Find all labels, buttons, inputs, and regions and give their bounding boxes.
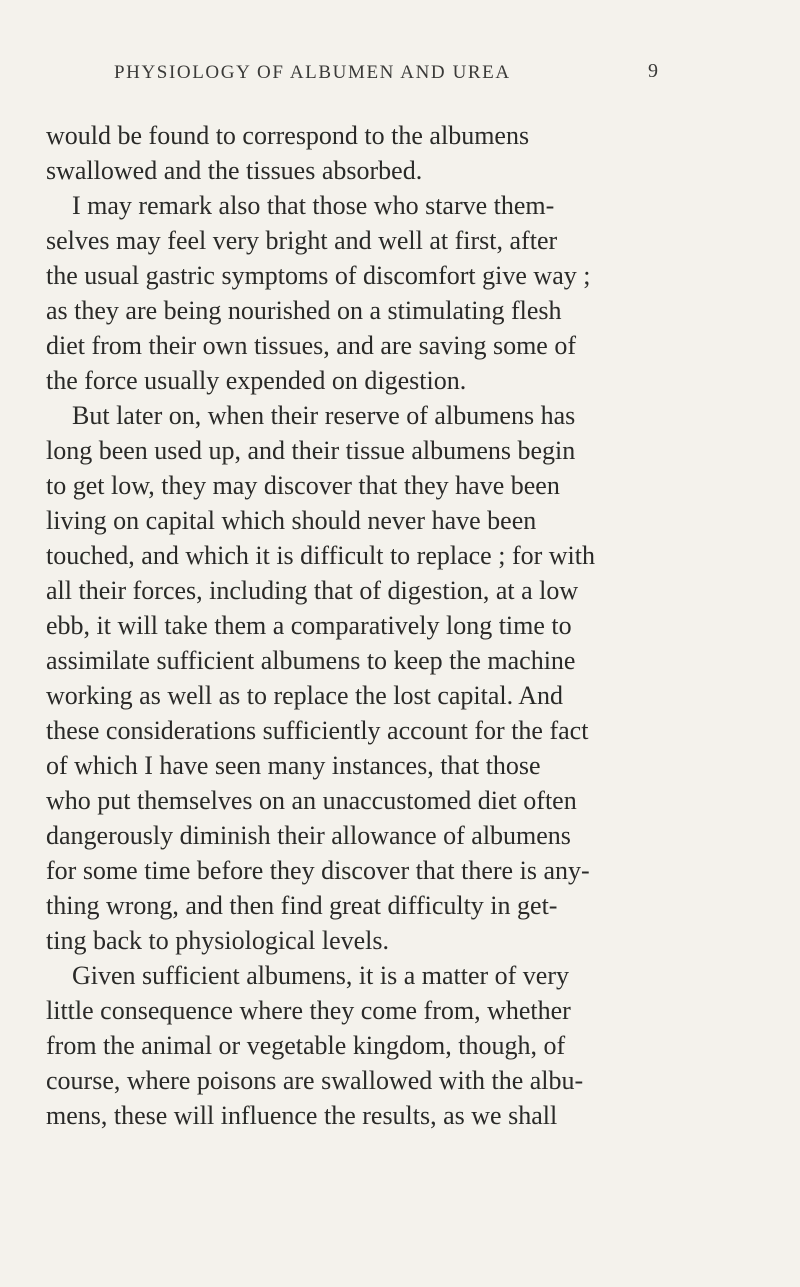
paragraph-start-line: Given sufficient albumens, it is a matter of very: [72, 961, 569, 990]
text-line: working as well as to replace the lost capital. And: [46, 681, 563, 710]
text-line: all their forces, including that of digestion, at a low: [46, 576, 579, 605]
paragraph-start-line: But later on, when their reserve of albumens has: [72, 401, 576, 430]
text-line: diet from their own tissues, and are saving some of: [46, 331, 576, 360]
text-line: ting back to physiological levels.: [46, 926, 389, 955]
text-line: as they are being nourished on a stimulating flesh: [46, 296, 562, 325]
text-line: selves may feel very bright and well at first, after: [46, 226, 558, 255]
text-line: of which I have seen many instances, that those: [46, 751, 541, 780]
paragraph-start-line: I may remark also that those who starve them-: [72, 191, 555, 220]
page-number: 9: [648, 60, 658, 82]
text-line: mens, these will influence the results, as we shall: [46, 1101, 558, 1130]
text-line: these considerations sufficiently account for the fact: [46, 716, 589, 745]
text-line: the usual gastric symptoms of discomfort give way ;: [46, 261, 591, 290]
text-line: course, where poisons are swallowed with the albu-: [46, 1066, 584, 1095]
text-line: swallowed and the tissues absorbed.: [46, 156, 423, 185]
text-line: ebb, it will take them a comparatively long time to: [46, 611, 572, 640]
text-line: little consequence where they come from, whether: [46, 996, 571, 1025]
text-line: thing wrong, and then find great difficulty in get-: [46, 891, 558, 920]
running-title: PHYSIOLOGY OF ALBUMEN AND UREA: [114, 62, 511, 83]
text-line: dangerously diminish their allowance of albumens: [46, 821, 571, 850]
text-line: for some time before they discover that there is any-: [46, 856, 590, 885]
text-line: living on capital which should never have been: [46, 506, 537, 535]
text-line: to get low, they may discover that they have been: [46, 471, 560, 500]
text-line: touched, and which it is difficult to replace ; for with: [46, 541, 595, 570]
text-line: the force usually expended on digestion.: [46, 366, 467, 395]
text-line: assimilate sufficient albumens to keep the machine: [46, 646, 576, 675]
text-line: who put themselves on an unaccustomed diet often: [46, 786, 577, 815]
text-line: long been used up, and their tissue albumens begin: [46, 436, 576, 465]
text-line: would be found to correspond to the albumens: [46, 121, 530, 150]
text-line: from the animal or vegetable kingdom, though, of: [46, 1031, 566, 1060]
